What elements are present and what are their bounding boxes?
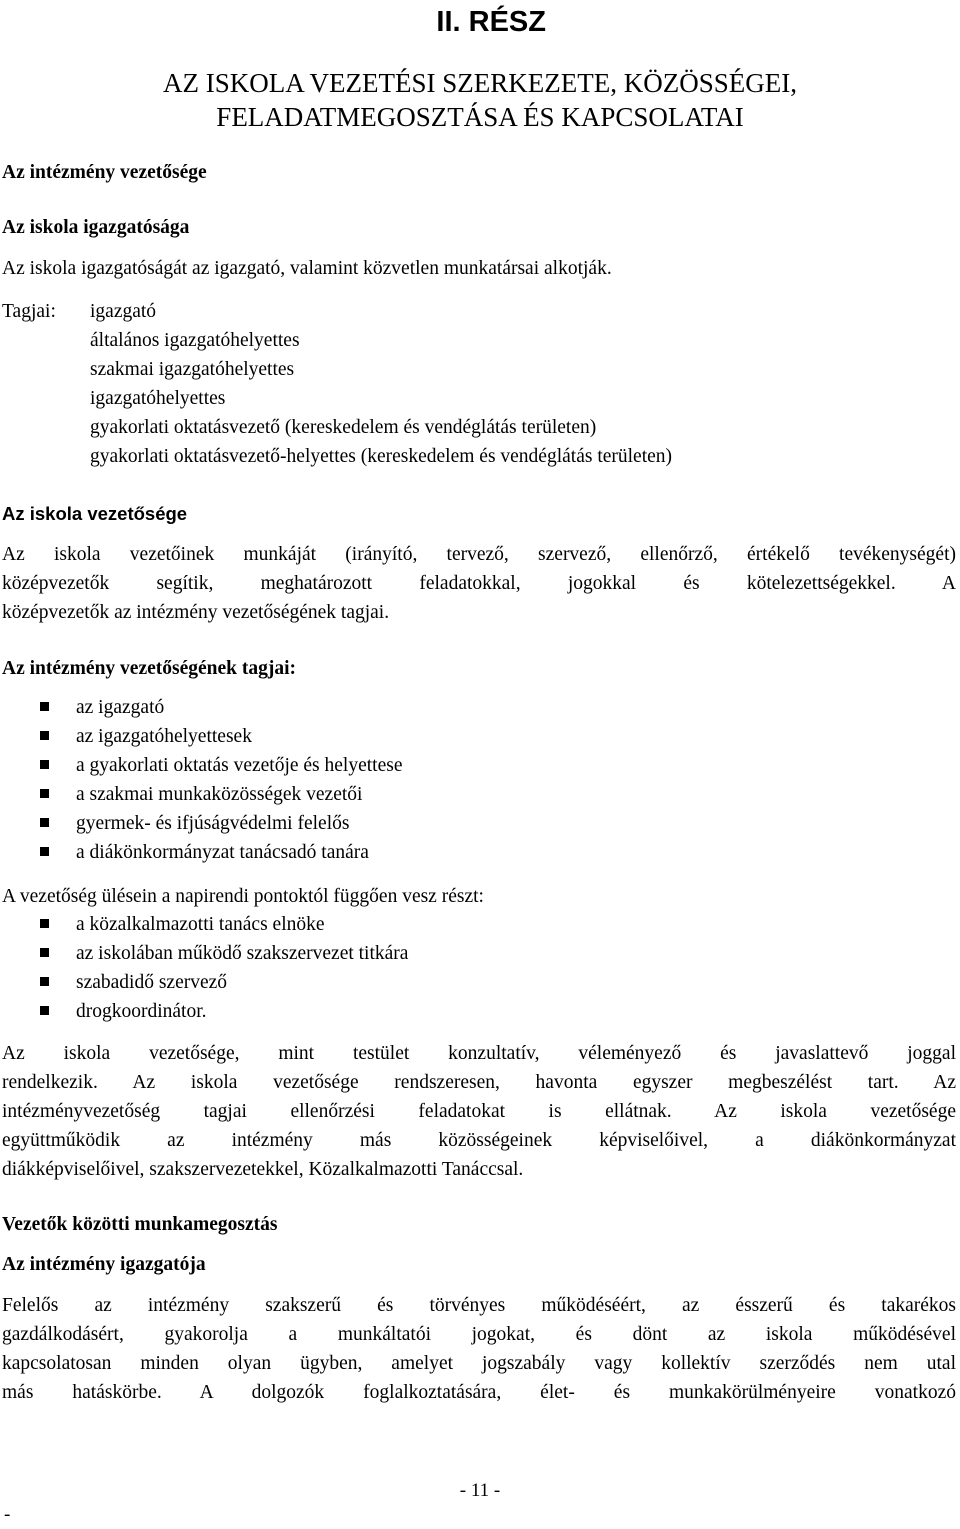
text-line: intézményvezetőség tagjai ellenőrzési feladatokat is ellátnak. Az iskola vezetősége bbox=[2, 1101, 956, 1122]
list-item: a közalkalmazotti tanács elnöke bbox=[40, 910, 408, 939]
list-item: szakmai igazgatóhelyettes bbox=[90, 359, 295, 380]
footer-dash: - bbox=[4, 1504, 11, 1525]
paragraph-vezetoinek bbox=[2, 540, 956, 627]
heading-iskola-vezetosege: Az iskola vezetősége bbox=[2, 503, 188, 524]
list-item: szabadidő szervező bbox=[40, 968, 408, 997]
paragraph-igazgatosag: Az iskola igazgatóságát az igazgató, valamint közvetlen munkatársai alkotják. bbox=[2, 258, 612, 279]
bullet-square-icon bbox=[40, 818, 49, 827]
list-item: igazgató bbox=[90, 301, 157, 322]
text-line: más hatáskörbe. A dolgozók foglalkoztatására, élet- és munkakörülményeire vonatkozó bbox=[2, 1382, 956, 1403]
list-item: az igazgató bbox=[40, 693, 402, 722]
heading-munkamegosztas: Vezetők közötti munkamegosztás bbox=[2, 1214, 278, 1235]
page-number: - 11 - bbox=[459, 1480, 501, 1501]
text-line: diákképviselőivel, szakszervezetekkel, Közalkalmazotti Tanáccsal. bbox=[2, 1159, 524, 1180]
paragraph-ulesein: A vezetőség ülésein a napirendi pontoktól függően vesz részt: bbox=[2, 886, 484, 907]
paragraph-testulet bbox=[2, 1039, 956, 1184]
main-title-line-2: FELADATMEGOSZTÁSA ÉS KAPCSOLATAI bbox=[216, 102, 744, 132]
list-item: a szakmai munkaközösségek vezetői bbox=[40, 780, 402, 809]
list-item: gyakorlati oktatásvezető-helyettes (kereskedelem és vendéglátás területen) bbox=[90, 446, 673, 467]
list-item: az igazgatóhelyettesek bbox=[40, 722, 402, 751]
main-title-line-1: AZ ISKOLA VEZETÉSI SZERKEZETE, KÖZÖSSÉGEI, bbox=[163, 68, 797, 98]
bullet-square-icon bbox=[40, 919, 49, 928]
text-line: kapcsolatosan minden olyan ügyben, amelyet jogszabály vagy kollektív szerződés nem utal bbox=[2, 1353, 956, 1374]
bullet-square-icon bbox=[40, 760, 49, 769]
text-line: Az iskola vezetősége, mint testület konzultatív, véleményező és javaslattevő joggal bbox=[2, 1043, 956, 1064]
paragraph-felelos bbox=[2, 1291, 956, 1407]
bullet-square-icon bbox=[40, 789, 49, 798]
text-line: középvezetők segítik, meghatározott feladatokkal, jogokkal és kötelezettségekkel. A bbox=[2, 573, 956, 594]
bullet-square-icon bbox=[40, 1006, 49, 1015]
list-item: gyermek- és ifjúságvédelmi felelős bbox=[40, 809, 402, 838]
text-line: Az iskola vezetőinek munkáját (irányító, tervező, szervező, ellenőrző, értékelő tevékenységét) bbox=[2, 544, 956, 565]
tagjai-label: Tagjai: bbox=[2, 301, 56, 322]
tagjai-list bbox=[90, 297, 672, 471]
text-line: gazdálkodásért, gyakorolja a munkáltatói jogokat, és dönt az iskola működésével bbox=[2, 1324, 956, 1345]
bullet-square-icon bbox=[40, 847, 49, 856]
list-item: a diákönkormányzat tanácsadó tanára bbox=[40, 838, 402, 867]
heading-intezmeny-igazgatoja: Az intézmény igazgatója bbox=[2, 1254, 206, 1275]
part-title: II. RÉSZ bbox=[436, 6, 546, 38]
text-line: együttműködik az intézmény más közösségeinek képviselőivel, a diákönkormányzat bbox=[2, 1130, 956, 1151]
bullet-square-icon bbox=[40, 731, 49, 740]
text-line: középvezetők az intézmény vezetőségének tagjai. bbox=[2, 602, 390, 623]
heading-iskola-igazgatosaga: Az iskola igazgatósága bbox=[2, 217, 190, 238]
list-item: gyakorlati oktatásvezető (kereskedelem és vendéglátás területen) bbox=[90, 417, 597, 438]
heading-vezetoseg-tagjai: Az intézmény vezetőségének tagjai: bbox=[2, 658, 297, 679]
vezetoseg-tagjai-list bbox=[40, 693, 402, 867]
heading-intezmeny-vezetosege: Az intézmény vezetősége bbox=[2, 162, 207, 183]
list-item: a gyakorlati oktatás vezetője és helyettese bbox=[40, 751, 402, 780]
bullet-square-icon bbox=[40, 977, 49, 986]
list-item: drogkoordinátor. bbox=[40, 997, 408, 1026]
text-line: Felelős az intézmény szakszerű és törvényes működéséért, az ésszerű és takarékos bbox=[2, 1295, 956, 1316]
list-item: igazgatóhelyettes bbox=[90, 388, 226, 409]
list-item: általános igazgatóhelyettes bbox=[90, 330, 300, 351]
text-line: rendelkezik. Az iskola vezetősége rendszeresen, havonta egyszer megbeszélést tart. Az bbox=[2, 1072, 956, 1093]
list-item: az iskolában működő szakszervezet titkára bbox=[40, 939, 408, 968]
bullet-square-icon bbox=[40, 948, 49, 957]
bullet-square-icon bbox=[40, 702, 49, 711]
ulesein-list bbox=[40, 910, 408, 1026]
